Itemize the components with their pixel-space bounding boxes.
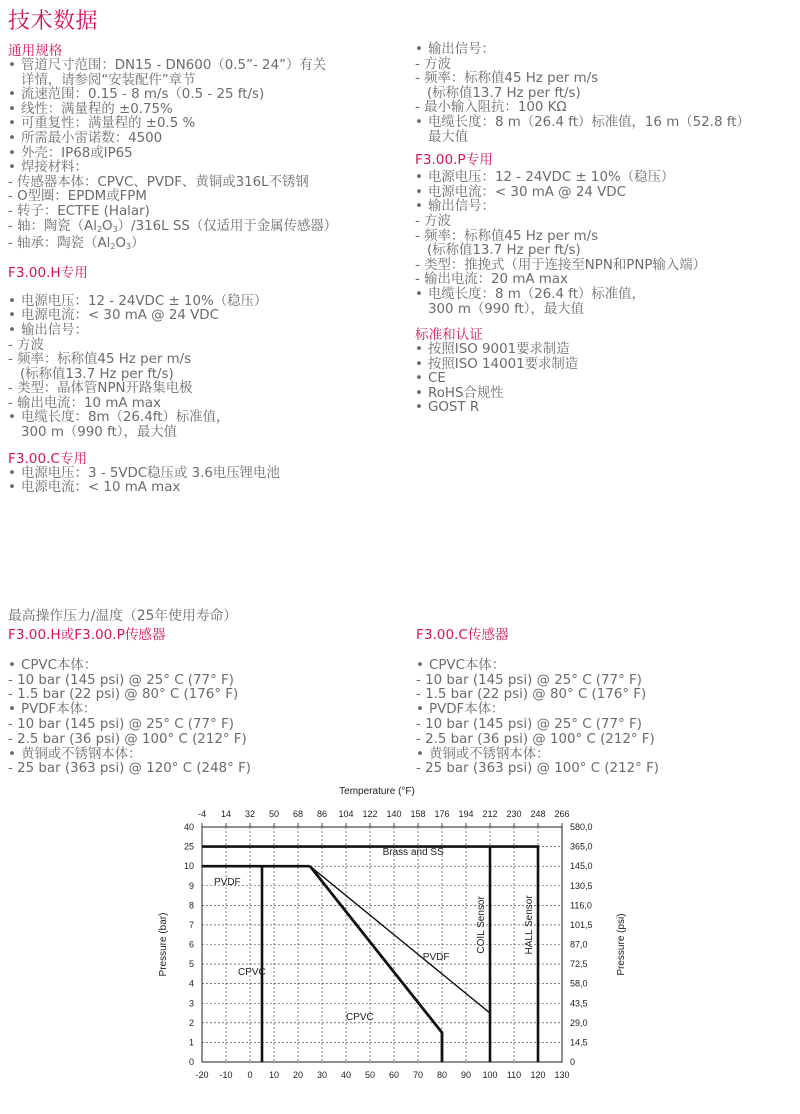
x-tick-c: -10 [219, 1070, 233, 1080]
x-tick-c: 90 [460, 1070, 472, 1080]
sub-item: - 2.5 bar (36 psi) @ 100° C (212° F) [416, 731, 655, 747]
bullet-item: • CPVC本体： [416, 659, 796, 674]
bullet-item: • 输出信号： [415, 200, 800, 215]
x-tick-f: 158 [410, 809, 426, 819]
label-brass-ss: Brass and SS [382, 847, 444, 859]
bullet-item: • 电缆长度：8 m（26.4 ft）标准值，16 m（52.8 ft） [415, 116, 800, 131]
bullet-item: • 电源电流：< 30 mA @ 24 VDC [8, 309, 403, 324]
y-tick-bar: 4 [188, 978, 194, 989]
c-section-title: F3.00.C专用 [8, 450, 88, 467]
y-tick-bar: 0 [188, 1057, 194, 1067]
bullet-item: • 电源电流：< 30 mA @ 24 VDC [415, 186, 800, 201]
x-tick-c: 120 [530, 1070, 546, 1080]
bullet-item: • PVDF本体： [8, 703, 388, 718]
sub-item: - 25 bar (363 psi) @ 100° C (212° F) [416, 761, 659, 777]
label-pvdf-line: PVDF [422, 952, 450, 964]
x-tick-f: 230 [506, 809, 522, 819]
sub-item: - 输出电流：20 mA max [415, 272, 568, 288]
label-pvdf-left: PVDF [214, 876, 241, 888]
y-tick-psi: 580,0 [570, 822, 593, 832]
sub-item: - 频率：标称值45 Hz per m/s [8, 352, 192, 368]
pressure-right-list [416, 659, 796, 777]
x-tick-f: 14 [220, 809, 232, 819]
bullet-item: • 外壳：IP68或IP65 [8, 147, 403, 162]
bullet-item: • 电缆长度：8 m（26.4 ft）标准值， [415, 288, 800, 303]
x-tick-f: 68 [292, 809, 304, 819]
pressure-temperature-chart [150, 780, 640, 1090]
sub-item: - 最小输入阻抗：100 KΩ [415, 100, 567, 116]
sub-item: - 频率：标称值45 Hz per m/s [415, 71, 599, 87]
x-tick-f: 86 [316, 809, 328, 819]
label-hall-sensor: HALL Sensor [524, 895, 535, 955]
y-tick-psi: 365,0 [570, 841, 593, 852]
sub-item: - 1.5 bar (22 psi) @ 80° C (176° F) [416, 687, 647, 703]
sub-item: - 输出电流：10 mA max [8, 395, 161, 411]
y-tick-psi: 29,0 [570, 1017, 588, 1028]
chart-svg [150, 780, 640, 1090]
sub-item: - 方波 [415, 213, 451, 229]
bullet-item: • 电源电压：12 - 24VDC ± 10%（稳压） [8, 295, 403, 310]
sub-item: - 传感器本体：CPVC、PVDF、黄铜或316L不锈钢 [8, 174, 309, 190]
pressure-heading: 最高操作压力/温度（25年使用寿命） [8, 608, 238, 624]
bullet-item: • RoHS合规性 [415, 387, 800, 402]
x-tick-f: 32 [244, 809, 256, 819]
x-tick-f: -4 [197, 809, 207, 819]
y-tick-bar: 40 [183, 822, 194, 832]
y-tick-psi: 101,5 [570, 919, 593, 930]
pressure-left-title: F3.00.H或F3.00.P传感器 [8, 627, 166, 643]
h-section-title: F3.00.H专用 [8, 264, 88, 281]
sub-item: - 10 bar (145 psi) @ 25° C (77° F) [8, 716, 234, 732]
y-tick-psi: 130,5 [570, 880, 593, 891]
y-tick-psi: 87,0 [570, 939, 588, 950]
bullet-item: • 电源电压：3 - 5VDC稳压或 3.6电压锂电池 [8, 467, 403, 482]
sub-item: 详情，请参阅“安装配件”章节 [21, 72, 196, 88]
bullet-item: • 可重复性：满量程的 ±0.5 % [8, 117, 403, 132]
pressure-left-list [8, 659, 388, 777]
p-section-title: F3.00.P专用 [415, 152, 493, 169]
pressure-right-title: F3.00.C传感器 [416, 627, 509, 643]
p-section-list [415, 171, 800, 317]
sub-item: 300 m（990 ft），最大值 [21, 425, 178, 441]
sub-item: (标称值13.7 Hz per ft/s) [20, 366, 174, 382]
x-tick-c: 110 [506, 1070, 522, 1080]
x-tick-c: 0 [247, 1070, 253, 1080]
x-tick-c: 30 [316, 1070, 328, 1080]
bullet-item: • 按照ISO 14001要求制造 [415, 358, 800, 373]
y-tick-bar: 1 [188, 1037, 194, 1048]
y-tick-bar: 7 [188, 919, 194, 930]
general-specs-title: 通用规格 [8, 43, 63, 59]
x-axis-title: Temperature (°F) [339, 786, 415, 797]
x-tick-c: 130 [554, 1070, 570, 1080]
bullet-item: • 电源电流：< 10 mA max [8, 481, 403, 496]
bullet-item: • 输出信号： [8, 324, 403, 339]
x-tick-f: 50 [268, 809, 280, 819]
sub-item: (标称值13.7 Hz per ft/s) [427, 85, 581, 101]
sub-item: - 方波 [8, 337, 44, 353]
x-tick-c: 20 [292, 1070, 304, 1080]
output-signal-list [415, 43, 800, 145]
x-tick-f: 122 [362, 809, 378, 819]
bullet-item: • 黄铜或不锈钢本体： [416, 748, 796, 763]
right-column [415, 43, 800, 416]
y-tick-psi: 116,0 [570, 900, 592, 911]
pressure-right-block [416, 628, 796, 777]
bullet-item: • CE [415, 372, 800, 387]
x-tick-f: 176 [434, 809, 450, 819]
sub-item: - 方波 [415, 56, 451, 72]
label-cpvc-left: CPVC [238, 966, 266, 978]
sub-item: - 25 bar (363 psi) @ 120° C (248° F) [8, 761, 251, 777]
x-tick-f: 104 [338, 809, 354, 819]
sub-item: - 2.5 bar (36 psi) @ 100° C (212° F) [8, 731, 247, 747]
sub-item: - 10 bar (145 psi) @ 25° C (77° F) [416, 672, 642, 688]
left-column [8, 43, 403, 496]
sub-item: - 轴承：陶瓷$(Al_2O_3)$ [8, 236, 145, 252]
y-tick-psi: 72,5 [570, 959, 588, 970]
c-section-list [8, 467, 403, 496]
general-specs-list [8, 59, 403, 255]
y-tick-bar: 6 [188, 939, 194, 950]
bullet-item: • 按照ISO 9001要求制造 [415, 343, 800, 358]
sub-item: - 10 bar (145 psi) @ 25° C (77° F) [8, 672, 234, 688]
x-tick-f: 140 [386, 809, 402, 819]
y-tick-psi: 58,0 [570, 978, 588, 989]
bullet-item: • 焊接材料： [8, 161, 403, 176]
x-tick-f: 212 [482, 809, 498, 819]
standards-title: 标准和认证 [415, 327, 483, 344]
y-tick-bar: 3 [188, 998, 194, 1009]
bullet-item: • 线性：满量程的 ±0.75% [8, 103, 403, 118]
standards-list [415, 343, 800, 416]
sub-item: - 1.5 bar (22 psi) @ 80° C (176° F) [8, 687, 239, 703]
pressure-left-block [8, 628, 388, 777]
y-axis-title-right: Pressure (psi) [616, 913, 627, 976]
sub-item: (标称值13.7 Hz per ft/s) [427, 243, 581, 259]
bullet-item: • PVDF本体： [416, 703, 796, 718]
x-tick-c: 40 [340, 1070, 352, 1080]
x-tick-c: 10 [268, 1070, 280, 1080]
y-tick-psi: 14,5 [570, 1037, 588, 1048]
page-title: 技术数据 [8, 9, 99, 34]
sub-item: - 类型：推挽式（用于连接至NPN和PNP输入端） [415, 257, 707, 273]
y-tick-psi: 145,0 [570, 861, 593, 872]
bullet-item: • 管道尺寸范围：DN15 - DN600（0.5”- 24”）有关 [8, 59, 403, 74]
y-tick-bar: 25 [183, 841, 194, 852]
x-tick-c: 100 [482, 1070, 498, 1080]
y-tick-bar: 8 [188, 900, 194, 911]
h-section-list [8, 295, 403, 441]
y-tick-psi: 43,5 [570, 998, 588, 1009]
x-tick-c: -20 [195, 1070, 209, 1080]
x-tick-c: 70 [412, 1070, 424, 1080]
bullet-item: • 电缆长度：8m（26.4ft）标准值， [8, 411, 403, 426]
y-tick-bar: 2 [188, 1017, 194, 1028]
x-tick-f: 194 [458, 809, 474, 819]
bullet-item: • 所需最小雷诺数：4500 [8, 132, 403, 147]
y-axis-title-left: Pressure (bar) [158, 912, 169, 977]
y-tick-bar: 10 [183, 861, 194, 872]
bullet-item: • 黄铜或不锈钢本体： [8, 748, 388, 763]
y-tick-bar: 9 [188, 880, 194, 891]
sub-item: - 10 bar (145 psi) @ 25° C (77° F) [416, 716, 642, 732]
sub-item: - 转子：ECTFE (Halar) [8, 203, 150, 219]
bullet-item: • GOST R [415, 401, 800, 416]
bullet-item: • 输出信号： [415, 43, 800, 58]
sub-item: - 频率：标称值45 Hz per m/s [415, 228, 599, 244]
bullet-item: • 电源电压：12 - 24VDC ± 10%（稳压） [415, 171, 800, 186]
y-tick-bar: 5 [188, 959, 194, 970]
sub-item: - 轴：陶瓷$(Al_2O_3)/316L$ SS（仅适用于金属传感器） [8, 218, 338, 234]
sub-item: - 类型：晶体管NPN开路集电极 [8, 381, 193, 397]
x-tick-f: 266 [554, 809, 570, 819]
x-tick-c: 50 [364, 1070, 376, 1080]
x-tick-c: 60 [388, 1070, 400, 1080]
y-tick-psi: 0 [570, 1057, 576, 1067]
sub-item: 最大值 [428, 129, 469, 145]
bullet-item: • 流速范围：0.15 - 8 m/s（0.5 - 25 ft/s) [8, 88, 403, 103]
sub-item: 300 m（990 ft），最大值 [428, 301, 585, 317]
label-coil-sensor: COIL Sensor [476, 896, 487, 954]
bullet-item: • CPVC本体： [8, 659, 388, 674]
label-cpvc-line: CPVC [346, 1011, 374, 1023]
sub-item: - O型圈：EPDM或FPM [8, 189, 147, 205]
x-tick-c: 80 [436, 1070, 448, 1080]
x-tick-f: 248 [530, 809, 546, 819]
